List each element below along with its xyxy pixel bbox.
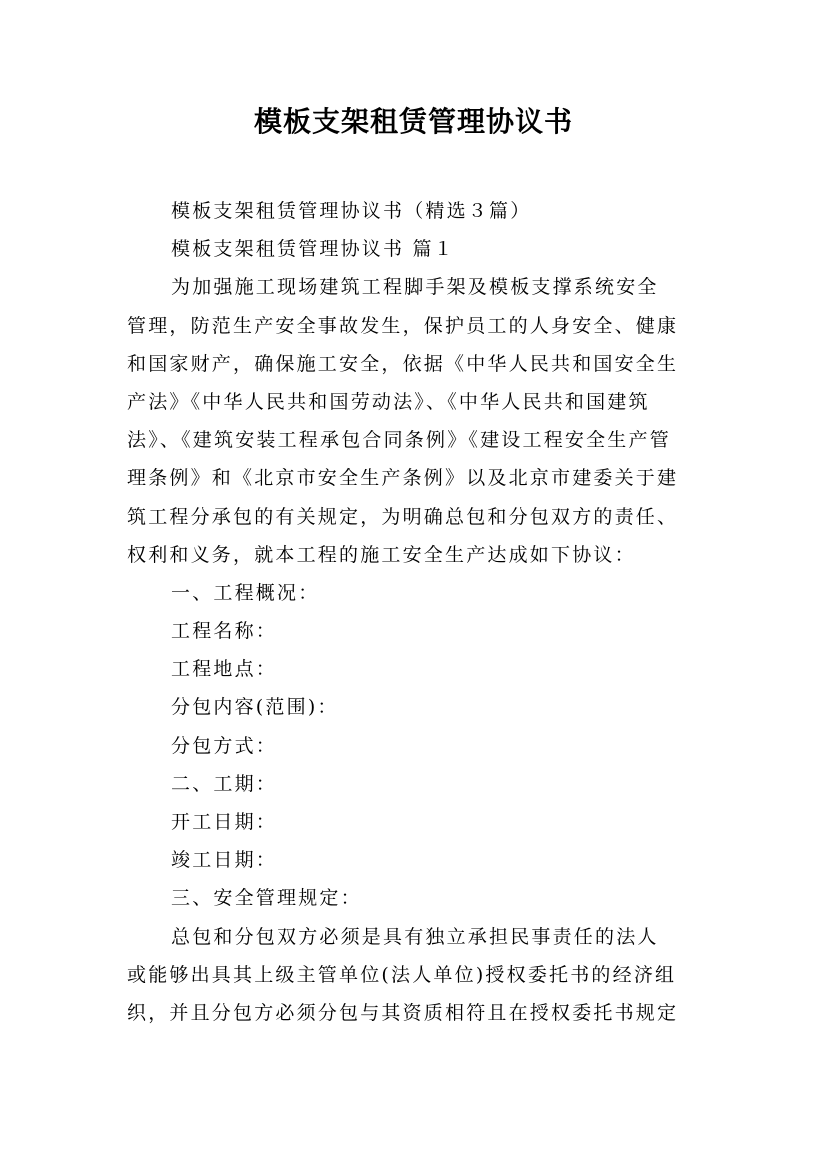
body-line: 工程地点： xyxy=(171,658,278,681)
body-line: 模板支架租赁管理协议书（精选３篇） xyxy=(171,200,532,222)
body-line: 和国家财产，确保施工安全，依据《中华人民共和国安全生 xyxy=(127,352,679,375)
body-line: 为加强施工现场建筑工程脚手架及模板支撑系统安全 xyxy=(171,276,659,299)
body-line: 二、工期： xyxy=(171,772,278,795)
body-line: 模板支架租赁管理协议书 篇１ xyxy=(171,238,455,261)
body-line: 筑工程分承包的有关规定，为明确总包和分包双方的责任、 xyxy=(127,505,679,528)
body-line: 一、工程概况： xyxy=(171,581,320,604)
body-line: 管理，防范生产安全事故发生，保护员工的人身安全、健康 xyxy=(127,314,679,337)
body-line: 分包方式： xyxy=(171,734,278,757)
body-line: 分包内容(范围)： xyxy=(171,696,339,719)
document-body xyxy=(127,192,717,1032)
body-line: 三、安全管理规定： xyxy=(171,887,362,910)
body-line: 竣工日期： xyxy=(171,849,278,872)
body-line: 产法》《中华人民共和国劳动法》、《中华人民共和国建筑 xyxy=(127,390,650,413)
document-title: 模板支架租赁管理协议书 xyxy=(253,105,573,138)
body-line: 权利和义务，就本工程的施工安全生产达成如下协议： xyxy=(127,543,636,566)
body-line: 工程名称： xyxy=(171,620,278,643)
body-line: 法》、《建筑安装工程承包合同条例》《建设工程安全生产管 xyxy=(127,429,671,452)
body-line: 总包和分包双方必须是具有独立承担民事责任的法人 xyxy=(171,925,659,948)
body-line: 理条例》和《北京市安全生产条例》以及北京市建委关于建 xyxy=(127,467,679,490)
body-line: 或能够出具其上级主管单位(法人单位)授权委托书的经济组 xyxy=(127,963,677,986)
body-line: 开工日期： xyxy=(171,811,278,833)
body-line: 织，并且分包方必须分包与其资质相符且在授权委托书规定 xyxy=(127,1001,679,1024)
